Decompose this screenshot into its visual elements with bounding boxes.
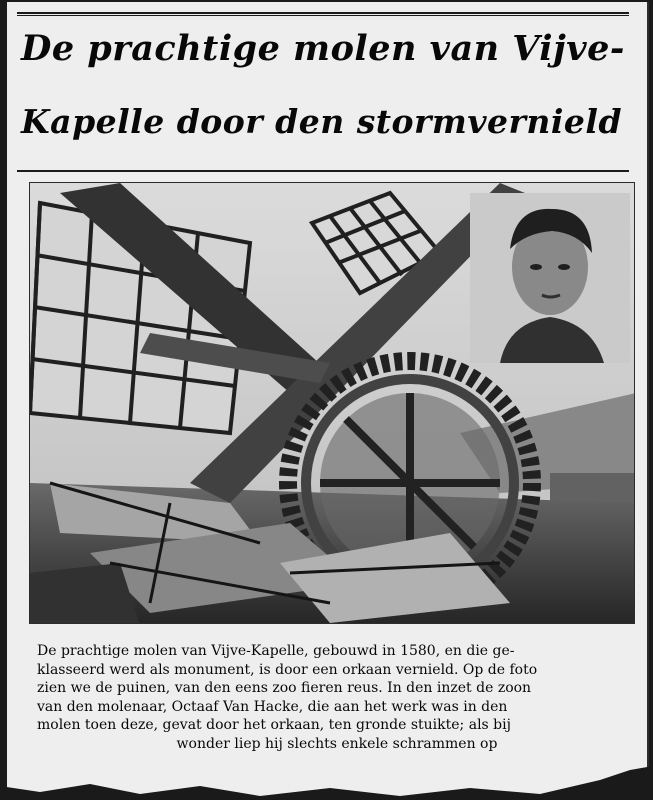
headline-line-2: Kapelle door den stormvernield — [21, 102, 623, 141]
caption-line: wonder liep hij slechts enkele schrammen op — [176, 735, 498, 752]
windmill-wreck-photo — [29, 182, 635, 624]
caption-line: zien we de puinen, van den eens zoo fieren reus. In den inzet de zoon — [37, 680, 532, 697]
caption — [37, 642, 637, 754]
headline-rule — [17, 170, 629, 173]
caption-line: van den molenaar, Octaaf Van Hacke, die aan het werk was in den — [37, 698, 508, 715]
caption-line: De prachtige molen van Vijve-Kapelle, gebouwd in 1580, en die ge- — [37, 643, 515, 659]
portrait-inset — [470, 193, 630, 363]
caption-line: klasseerd werd als monument, is door een orkaan vernield. Op de foto — [37, 661, 538, 678]
top-rule — [17, 12, 629, 16]
torn-edge — [0, 766, 653, 800]
photo-illustration — [30, 183, 635, 624]
caption-line: molen toen deze, gevat door het orkaan, ten gronde stuikte; als bij — [37, 717, 511, 734]
headline-line-1: De prachtige molen van Vijve- — [21, 28, 625, 69]
newspaper-clipping — [4, 2, 649, 798]
